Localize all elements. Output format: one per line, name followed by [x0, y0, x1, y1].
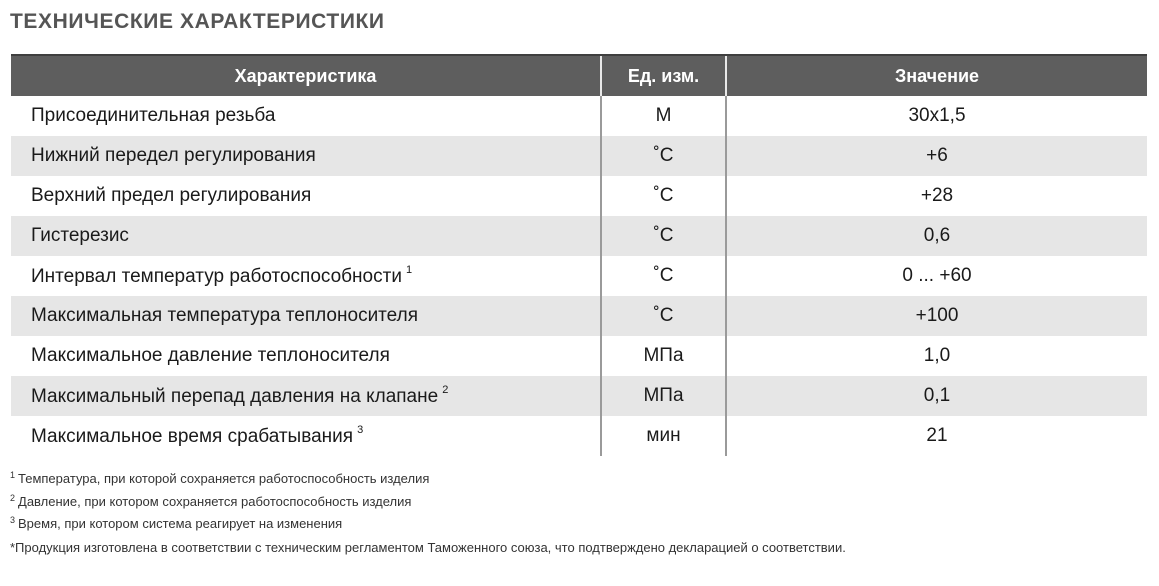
row-name: Интервал температур работоспособности $^1$ [31, 264, 413, 287]
row-name: Максимальное время срабатывания $^3$ [31, 424, 364, 447]
row-name: Максимальный перепад давления на клапане $^2$ [11, 376, 601, 416]
table-row [11, 336, 1147, 376]
row-value: 1,0 [923, 345, 951, 366]
footnote-ref: 3 [357, 424, 364, 436]
footnote-ref: 2 [442, 384, 449, 396]
row-value: 21 [926, 425, 948, 446]
row-unit: МПа [601, 376, 726, 416]
row-unit: МПа [601, 336, 726, 376]
compliance-note: *Продукция изготовлена в соответствии с техническим регламентом Таможенного союза, что подтверждено декларацией о соответствии. [10, 540, 846, 555]
row-unit: ˚С [601, 176, 726, 216]
table-row [11, 176, 1147, 216]
row-value: 30х1,5 [908, 105, 966, 126]
specs-table [11, 54, 1147, 456]
row-name: Гистерезис [11, 216, 601, 256]
row-name: Максимальное давление теплоносителя [31, 345, 390, 366]
row-unit: ˚С [601, 296, 726, 336]
row-value: +28 [920, 185, 954, 206]
table-row [11, 296, 1147, 336]
footnote-ref: 1 [405, 264, 413, 276]
row-unit: ˚С [601, 216, 726, 256]
header-value: Значение [726, 55, 1147, 96]
table-row [11, 96, 1147, 136]
table-row [11, 216, 1147, 256]
table-row [11, 256, 1147, 296]
row-value: 0,1 [726, 376, 1147, 416]
table-row [11, 416, 1147, 456]
row-unit: М [601, 96, 726, 136]
footnotes [10, 466, 429, 534]
row-unit: ˚С [601, 256, 726, 296]
row-value: 0,6 [726, 216, 1147, 256]
row-unit: мин [601, 416, 726, 456]
table-row [11, 376, 1147, 416]
row-value: 0 ... +60 [902, 265, 972, 286]
header-unit: Ед. изм. [601, 55, 726, 96]
footnote: $^3$ Время, при котором система реагирует на изменения [10, 515, 343, 531]
row-value: +6 [726, 136, 1147, 176]
row-name: Присоединительная резьба [31, 105, 276, 126]
header-characteristic: Характеристика [11, 55, 601, 96]
row-name: Нижний передел регулирования [11, 136, 601, 176]
table-header-row [11, 55, 1147, 96]
row-unit: ˚С [601, 136, 726, 176]
row-name: Максимальная температура теплоносителя [11, 296, 601, 336]
footnote: $^2$ Давление, при котором сохраняется работоспособность изделия [10, 492, 412, 509]
footnote: $^1$ Температура, при которой сохраняется работоспособность изделия [10, 470, 430, 486]
row-name: Верхний предел регулирования [31, 185, 312, 206]
table-row [11, 136, 1147, 176]
page-title: ТЕХНИЧЕСКИЕ ХАРАКТЕРИСТИКИ [10, 10, 385, 33]
row-value: +100 [726, 296, 1147, 336]
